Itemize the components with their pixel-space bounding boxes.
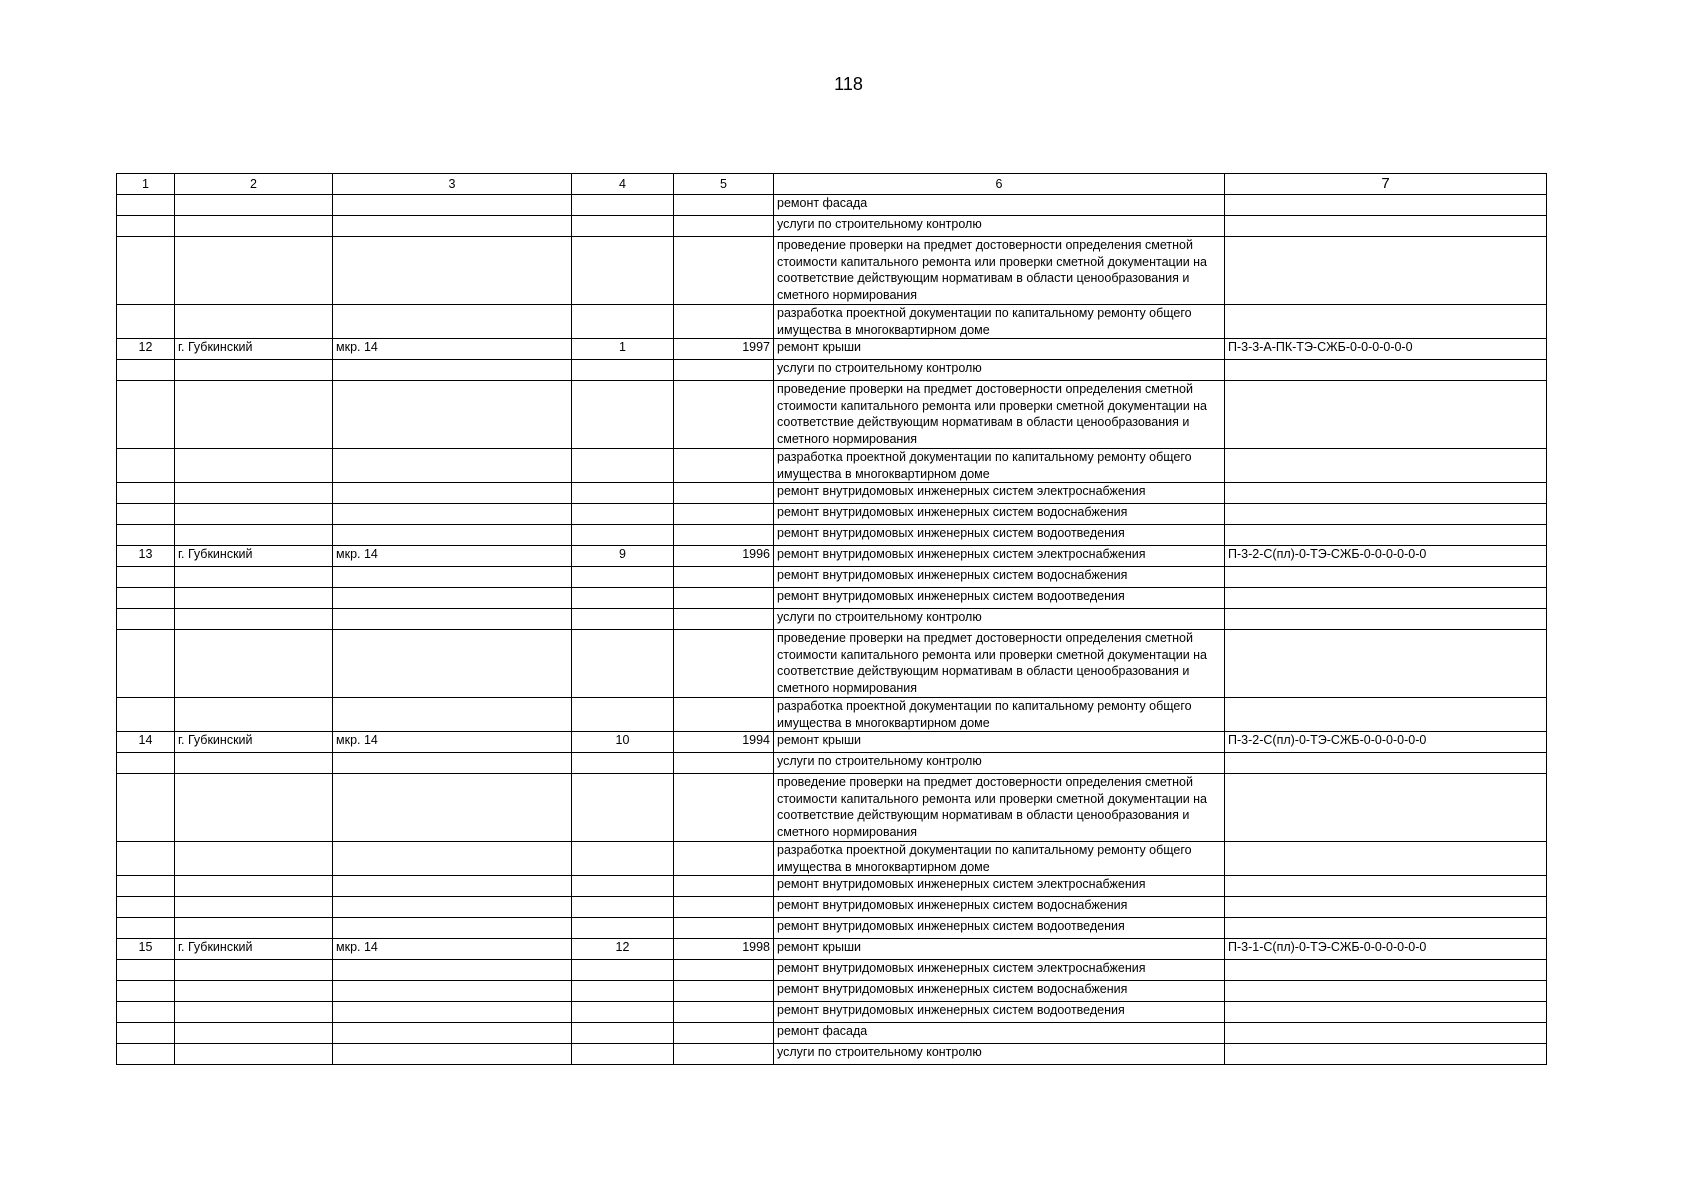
cell-building-code xyxy=(1225,774,1547,842)
cell-work-type: разработка проектной документации по капитальному ремонту общего имущества в многоквартирном доме xyxy=(774,698,1225,732)
cell-house-number xyxy=(572,918,674,939)
cell-building-code xyxy=(1225,1002,1547,1023)
cell-row-number xyxy=(117,897,175,918)
cell-year-built xyxy=(674,567,774,588)
cell-work-type: ремонт фасада xyxy=(774,1023,1225,1044)
cell-work-type: услуги по строительному контролю xyxy=(774,360,1225,381)
cell-building-code xyxy=(1225,525,1547,546)
cell-year-built xyxy=(674,449,774,483)
cell-city: г. Губкинский xyxy=(175,939,333,960)
cell-work-type: проведение проверки на предмет достоверности определения сметной стоимости капитального ремонта или проверки сметной документации на соответствие действующим нормативам в области ценообразования и сметного нормирования xyxy=(774,630,1225,698)
cell-work-type: ремонт внутридомовых инженерных систем водоснабжения xyxy=(774,504,1225,525)
table-row xyxy=(117,753,1547,774)
cell-address xyxy=(333,842,572,876)
cell-building-code xyxy=(1225,753,1547,774)
cell-work-type: услуги по строительному контролю xyxy=(774,753,1225,774)
cell-year-built: 1998 xyxy=(674,939,774,960)
cell-city: г. Губкинский xyxy=(175,732,333,753)
table-row xyxy=(117,918,1547,939)
cell-year-built xyxy=(674,504,774,525)
cell-year-built xyxy=(674,1023,774,1044)
cell-work-type: услуги по строительному контролю xyxy=(774,1044,1225,1065)
cell-address xyxy=(333,381,572,449)
cell-building-code xyxy=(1225,876,1547,897)
cell-row-number xyxy=(117,588,175,609)
cell-year-built xyxy=(674,897,774,918)
cell-address xyxy=(333,449,572,483)
table-row xyxy=(117,381,1547,449)
cell-row-number xyxy=(117,774,175,842)
header-col-6: 6 xyxy=(774,174,1225,195)
cell-year-built xyxy=(674,842,774,876)
cell-house-number xyxy=(572,897,674,918)
cell-city xyxy=(175,753,333,774)
cell-house-number xyxy=(572,609,674,630)
cell-address xyxy=(333,1023,572,1044)
cell-row-number xyxy=(117,960,175,981)
cell-row-number: 13 xyxy=(117,546,175,567)
page-number: 118 xyxy=(834,74,863,94)
cell-house-number: 9 xyxy=(572,546,674,567)
cell-house-number xyxy=(572,525,674,546)
cell-row-number xyxy=(117,449,175,483)
cell-city xyxy=(175,504,333,525)
cell-work-type: ремонт внутридомовых инженерных систем водоснабжения xyxy=(774,981,1225,1002)
table-row xyxy=(117,525,1547,546)
cell-address xyxy=(333,195,572,216)
cell-row-number xyxy=(117,918,175,939)
cell-year-built xyxy=(674,381,774,449)
table-row xyxy=(117,1023,1547,1044)
cell-work-type: ремонт внутридомовых инженерных систем водоотведения xyxy=(774,918,1225,939)
table-row xyxy=(117,876,1547,897)
cell-row-number xyxy=(117,504,175,525)
cell-building-code: П-3-3-А-ПК-ТЭ-СЖБ-0-0-0-0-0-0 xyxy=(1225,339,1547,360)
cell-house-number: 10 xyxy=(572,732,674,753)
table-row xyxy=(117,546,1547,567)
cell-house-number: 1 xyxy=(572,339,674,360)
cell-row-number xyxy=(117,237,175,305)
table-row xyxy=(117,960,1547,981)
cell-row-number: 12 xyxy=(117,339,175,360)
cell-house-number xyxy=(572,567,674,588)
cell-building-code xyxy=(1225,960,1547,981)
repair-works-table xyxy=(116,173,1547,1065)
cell-house-number xyxy=(572,237,674,305)
cell-row-number xyxy=(117,1044,175,1065)
cell-house-number xyxy=(572,1002,674,1023)
cell-address xyxy=(333,567,572,588)
cell-year-built: 1996 xyxy=(674,546,774,567)
cell-house-number: 12 xyxy=(572,939,674,960)
cell-city xyxy=(175,360,333,381)
cell-work-type: ремонт внутридомовых инженерных систем водоотведения xyxy=(774,588,1225,609)
cell-city xyxy=(175,960,333,981)
cell-address xyxy=(333,960,572,981)
cell-address xyxy=(333,525,572,546)
cell-building-code xyxy=(1225,1044,1547,1065)
table-row xyxy=(117,1044,1547,1065)
cell-address xyxy=(333,876,572,897)
cell-building-code xyxy=(1225,237,1547,305)
cell-city xyxy=(175,567,333,588)
cell-address xyxy=(333,237,572,305)
cell-address xyxy=(333,698,572,732)
cell-address xyxy=(333,504,572,525)
table-row xyxy=(117,897,1547,918)
cell-year-built xyxy=(674,305,774,339)
cell-building-code xyxy=(1225,897,1547,918)
cell-address xyxy=(333,753,572,774)
cell-row-number: 14 xyxy=(117,732,175,753)
cell-year-built xyxy=(674,876,774,897)
cell-building-code: П-3-1-С(пл)-0-ТЭ-СЖБ-0-0-0-0-0-0 xyxy=(1225,939,1547,960)
cell-city xyxy=(175,305,333,339)
cell-work-type: ремонт крыши xyxy=(774,939,1225,960)
table-row xyxy=(117,237,1547,305)
cell-year-built: 1997 xyxy=(674,339,774,360)
cell-row-number xyxy=(117,981,175,1002)
cell-building-code xyxy=(1225,918,1547,939)
header-col-7: 7 xyxy=(1225,174,1547,195)
cell-city xyxy=(175,698,333,732)
table-row xyxy=(117,939,1547,960)
cell-year-built xyxy=(674,630,774,698)
table-row xyxy=(117,981,1547,1002)
cell-city xyxy=(175,237,333,305)
cell-year-built xyxy=(674,588,774,609)
table-row xyxy=(117,360,1547,381)
cell-row-number xyxy=(117,698,175,732)
cell-city xyxy=(175,876,333,897)
cell-year-built xyxy=(674,483,774,504)
cell-address xyxy=(333,216,572,237)
cell-house-number xyxy=(572,195,674,216)
cell-house-number xyxy=(572,1023,674,1044)
cell-row-number xyxy=(117,525,175,546)
cell-building-code xyxy=(1225,504,1547,525)
cell-city xyxy=(175,216,333,237)
cell-address xyxy=(333,897,572,918)
cell-work-type: проведение проверки на предмет достоверности определения сметной стоимости капитального ремонта или проверки сметной документации на соответствие действующим нормативам в области ценообразования и сметного нормирования xyxy=(774,237,1225,305)
cell-year-built xyxy=(674,237,774,305)
cell-house-number xyxy=(572,876,674,897)
cell-work-type: ремонт внутридомовых инженерных систем электроснабжения xyxy=(774,546,1225,567)
cell-work-type: услуги по строительному контролю xyxy=(774,609,1225,630)
cell-building-code xyxy=(1225,305,1547,339)
cell-year-built xyxy=(674,918,774,939)
cell-house-number xyxy=(572,504,674,525)
cell-year-built xyxy=(674,216,774,237)
cell-work-type: разработка проектной документации по капитальному ремонту общего имущества в многоквартирном доме xyxy=(774,305,1225,339)
cell-row-number xyxy=(117,483,175,504)
cell-house-number xyxy=(572,960,674,981)
cell-year-built xyxy=(674,1044,774,1065)
cell-building-code xyxy=(1225,609,1547,630)
cell-building-code xyxy=(1225,360,1547,381)
cell-house-number xyxy=(572,216,674,237)
cell-address: мкр. 14 xyxy=(333,939,572,960)
cell-building-code xyxy=(1225,483,1547,504)
cell-row-number xyxy=(117,1002,175,1023)
cell-house-number xyxy=(572,753,674,774)
cell-city xyxy=(175,449,333,483)
cell-year-built xyxy=(674,753,774,774)
cell-address xyxy=(333,630,572,698)
table-row xyxy=(117,1002,1547,1023)
cell-row-number xyxy=(117,381,175,449)
cell-house-number xyxy=(572,774,674,842)
cell-work-type: разработка проектной документации по капитальному ремонту общего имущества в многоквартирном доме xyxy=(774,449,1225,483)
cell-row-number xyxy=(117,876,175,897)
table-row xyxy=(117,609,1547,630)
cell-house-number xyxy=(572,842,674,876)
cell-city xyxy=(175,1044,333,1065)
cell-year-built xyxy=(674,195,774,216)
table-row xyxy=(117,630,1547,698)
cell-work-type: ремонт крыши xyxy=(774,339,1225,360)
cell-city xyxy=(175,842,333,876)
cell-city: г. Губкинский xyxy=(175,339,333,360)
cell-year-built xyxy=(674,774,774,842)
cell-city: г. Губкинский xyxy=(175,546,333,567)
cell-building-code: П-3-2-С(пл)-0-ТЭ-СЖБ-0-0-0-0-0-0 xyxy=(1225,546,1547,567)
cell-row-number xyxy=(117,753,175,774)
header-col-4: 4 xyxy=(572,174,674,195)
cell-work-type: ремонт внутридомовых инженерных систем водоснабжения xyxy=(774,897,1225,918)
cell-city xyxy=(175,918,333,939)
cell-work-type: ремонт крыши xyxy=(774,732,1225,753)
cell-work-type: проведение проверки на предмет достоверности определения сметной стоимости капитального ремонта или проверки сметной документации на соответствие действующим нормативам в области ценообразования и сметного нормирования xyxy=(774,774,1225,842)
cell-row-number xyxy=(117,609,175,630)
cell-row-number xyxy=(117,305,175,339)
cell-house-number xyxy=(572,449,674,483)
cell-city xyxy=(175,609,333,630)
cell-building-code xyxy=(1225,195,1547,216)
cell-work-type: ремонт внутридомовых инженерных систем водоотведения xyxy=(774,1002,1225,1023)
cell-building-code xyxy=(1225,381,1547,449)
table-row xyxy=(117,305,1547,339)
cell-house-number xyxy=(572,483,674,504)
table-row xyxy=(117,774,1547,842)
cell-address xyxy=(333,483,572,504)
cell-row-number xyxy=(117,195,175,216)
header-col-5: 5 xyxy=(674,174,774,195)
cell-work-type: ремонт внутридомовых инженерных систем электроснабжения xyxy=(774,876,1225,897)
cell-house-number xyxy=(572,588,674,609)
cell-year-built xyxy=(674,525,774,546)
cell-work-type: ремонт внутридомовых инженерных систем электроснабжения xyxy=(774,483,1225,504)
cell-house-number xyxy=(572,630,674,698)
cell-year-built xyxy=(674,1002,774,1023)
cell-city xyxy=(175,483,333,504)
table-row xyxy=(117,842,1547,876)
cell-building-code xyxy=(1225,630,1547,698)
cell-address xyxy=(333,305,572,339)
cell-house-number xyxy=(572,381,674,449)
cell-address: мкр. 14 xyxy=(333,732,572,753)
header-col-1: 1 xyxy=(117,174,175,195)
cell-building-code xyxy=(1225,216,1547,237)
cell-city xyxy=(175,897,333,918)
cell-city xyxy=(175,774,333,842)
cell-year-built xyxy=(674,981,774,1002)
cell-row-number xyxy=(117,630,175,698)
cell-row-number xyxy=(117,360,175,381)
cell-house-number xyxy=(572,698,674,732)
table-row xyxy=(117,195,1547,216)
cell-house-number xyxy=(572,305,674,339)
cell-address xyxy=(333,588,572,609)
cell-work-type: ремонт внутридомовых инженерных систем водоснабжения xyxy=(774,567,1225,588)
cell-city xyxy=(175,1023,333,1044)
cell-work-type: разработка проектной документации по капитальному ремонту общего имущества в многоквартирном доме xyxy=(774,842,1225,876)
table-header-row xyxy=(117,174,1547,195)
cell-work-type: ремонт фасада xyxy=(774,195,1225,216)
cell-building-code: П-3-2-С(пл)-0-ТЭ-СЖБ-0-0-0-0-0-0 xyxy=(1225,732,1547,753)
cell-year-built xyxy=(674,360,774,381)
cell-house-number xyxy=(572,360,674,381)
cell-address: мкр. 14 xyxy=(333,339,572,360)
cell-address xyxy=(333,360,572,381)
cell-row-number: 15 xyxy=(117,939,175,960)
cell-city xyxy=(175,381,333,449)
cell-building-code xyxy=(1225,981,1547,1002)
cell-work-type: ремонт внутридомовых инженерных систем водоотведения xyxy=(774,525,1225,546)
header-col-2: 2 xyxy=(175,174,333,195)
header-col-3: 3 xyxy=(333,174,572,195)
cell-year-built xyxy=(674,698,774,732)
cell-building-code xyxy=(1225,842,1547,876)
cell-work-type: ремонт внутридомовых инженерных систем электроснабжения xyxy=(774,960,1225,981)
table-row xyxy=(117,449,1547,483)
cell-address xyxy=(333,1044,572,1065)
cell-city xyxy=(175,195,333,216)
table-row xyxy=(117,732,1547,753)
cell-address xyxy=(333,981,572,1002)
cell-work-type: услуги по строительному контролю xyxy=(774,216,1225,237)
table-row xyxy=(117,483,1547,504)
cell-year-built xyxy=(674,960,774,981)
cell-house-number xyxy=(572,981,674,1002)
table-row xyxy=(117,216,1547,237)
cell-address: мкр. 14 xyxy=(333,546,572,567)
cell-building-code xyxy=(1225,567,1547,588)
cell-building-code xyxy=(1225,588,1547,609)
table-row xyxy=(117,504,1547,525)
cell-address xyxy=(333,774,572,842)
cell-building-code xyxy=(1225,698,1547,732)
cell-building-code xyxy=(1225,449,1547,483)
cell-city xyxy=(175,981,333,1002)
cell-year-built xyxy=(674,609,774,630)
cell-address xyxy=(333,609,572,630)
cell-city xyxy=(175,588,333,609)
cell-address xyxy=(333,918,572,939)
cell-row-number xyxy=(117,1023,175,1044)
cell-address xyxy=(333,1002,572,1023)
cell-work-type: проведение проверки на предмет достоверности определения сметной стоимости капитального ремонта или проверки сметной документации на соответствие действующим нормативам в области ценообразования и сметного нормирования xyxy=(774,381,1225,449)
cell-row-number xyxy=(117,567,175,588)
cell-building-code xyxy=(1225,1023,1547,1044)
cell-city xyxy=(175,630,333,698)
cell-row-number xyxy=(117,216,175,237)
table-row xyxy=(117,339,1547,360)
cell-city xyxy=(175,525,333,546)
cell-row-number xyxy=(117,842,175,876)
cell-city xyxy=(175,1002,333,1023)
table-row xyxy=(117,567,1547,588)
cell-year-built: 1994 xyxy=(674,732,774,753)
table-row xyxy=(117,588,1547,609)
table-row xyxy=(117,698,1547,732)
cell-house-number xyxy=(572,1044,674,1065)
